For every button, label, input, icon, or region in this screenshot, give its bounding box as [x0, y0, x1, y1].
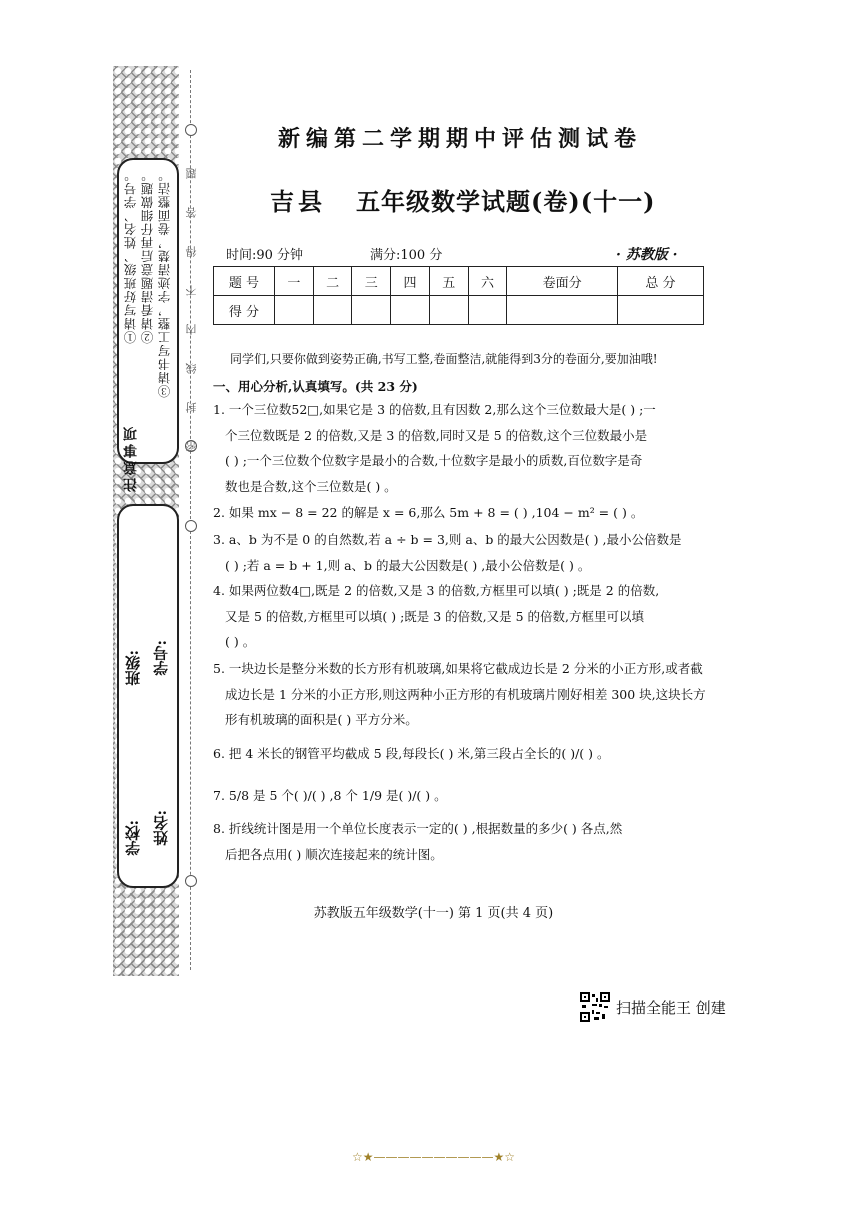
question-line: 5. 一块边长是整分米数的长方形有机玻璃,如果将它截成边长是 2 分米的小正方形,或者截 — [213, 661, 703, 676]
question-line: 形有机玻璃的面积是( ) 平方分米。 — [225, 712, 418, 727]
page-footer: 苏教版五年级数学(十一) 第 1 页(共 4 页) — [313, 906, 554, 921]
score-header-cell: 四 — [391, 267, 430, 296]
score-row-label: 得 分 — [214, 296, 275, 325]
exam-series-title: 新编第二学期期中评估测试卷 — [277, 126, 642, 152]
question-line: 成边长是 1 分米的小正方形,则这两种小正方形的有机玻璃片刚好相差 300 块,这块长方 — [225, 686, 706, 702]
score-header-cell: 一 — [275, 267, 314, 296]
score-cell[interactable] — [429, 296, 468, 325]
question-3 — [213, 527, 705, 578]
question-line: 7. 5/8 是 5 个( )/( ) ,8 个 1/9 是( )/( ) 。 — [213, 788, 447, 803]
score-cell[interactable] — [275, 296, 314, 325]
score-cell[interactable] — [352, 296, 391, 325]
question-6 — [213, 741, 705, 767]
binding-hole — [185, 875, 197, 887]
score-header-cell: 二 — [313, 267, 352, 296]
question-line: 1. 一个三位数52□,如果它是 3 的倍数,且有因数 2,那么这个三位数最大是( ) ;一 — [213, 402, 656, 417]
question-line: 4. 如果两位数4□,既是 2 的倍数,又是 3 的倍数,方框里可以填( ) ;既是 2 的倍数, — [213, 583, 660, 598]
question-line: 又是 5 的倍数,方框里可以填( ) ;既是 3 的倍数,又是 5 的倍数,方框里可以填 — [225, 608, 645, 624]
question-line: 个三位数既是 2 的倍数,又是 3 的倍数,同时又是 5 的倍数,这个三位数最小是 — [225, 427, 648, 443]
score-header-cell: 卷面分 — [507, 267, 618, 296]
intro-note: 同学们,只要你做到姿势正确,书写工整,卷面整洁,就能得到3分的卷面分,要加油哦! — [230, 352, 658, 366]
county-name: 吉县 — [270, 187, 326, 216]
student-number-field-label: 学号: — [152, 640, 170, 676]
score-cell[interactable] — [391, 296, 430, 325]
exam-title: 五年级数学试题(卷)(十一) — [356, 187, 656, 216]
score-cell[interactable] — [617, 296, 703, 325]
section-1-heading: 一、用心分析,认真填写。(共 23 分) — [213, 379, 418, 394]
name-field-label: 姓名: — [152, 810, 170, 846]
textbook-version: · 苏教版 · — [616, 247, 678, 263]
question-line: 3. a、b 为不是 0 的自然数,若 a ÷ b = 3,则 a、b 的最大公因数是( ) ,最小公倍数是 — [213, 532, 682, 547]
score-header-cell: 六 — [468, 267, 507, 296]
question-7 — [213, 783, 705, 809]
seal-text: 密封线内不得答题 — [185, 140, 198, 452]
score-header-cell: 题 号 — [214, 267, 275, 296]
score-header-cell: 五 — [429, 267, 468, 296]
question-line: ( ) ;一个三位数个位数字是最小的合数,十位数字是最小的质数,百位数字是奇 — [225, 453, 643, 468]
exam-time: 时间:90 分钟 — [226, 248, 304, 263]
question-line: ( ) 。 — [225, 634, 256, 649]
star-divider: ☆★——————————★☆ — [351, 1150, 516, 1164]
qr-code-icon — [580, 992, 610, 1022]
question-2 — [213, 500, 705, 526]
score-table-header-row — [214, 267, 704, 296]
question-line: 数也是合数,这个三位数是( ) 。 — [225, 478, 397, 494]
notice-line-2: ②请看清题意后再仔细做题。 — [140, 168, 155, 344]
score-header-cell: 总 分 — [617, 267, 703, 296]
question-line: 6. 把 4 米长的钢管平均截成 5 段,每段长( ) 米,第三段占全长的( )/( ) 。 — [213, 746, 610, 761]
question-line: 后把各点用( ) 顺次连接起来的统计图。 — [225, 846, 443, 862]
full-score: 满分:100 分 — [370, 248, 443, 263]
binding-hole — [185, 124, 197, 136]
score-cell[interactable] — [507, 296, 618, 325]
class-field-label: 班级: — [124, 650, 142, 686]
question-line: 2. 如果 mx − 8 = 22 的解是 x = 6,那么 5m + 8 = ( ) ,104 − m² = ( ) 。 — [213, 505, 644, 520]
score-table — [213, 266, 704, 325]
binding-hole — [185, 520, 197, 532]
notice-line-3: ③请书写工整，字迹清楚，卷面整洁。 — [157, 168, 172, 398]
notice-title: 注意事项 — [123, 424, 139, 492]
question-8 — [213, 816, 705, 867]
score-table-score-row — [214, 296, 704, 325]
notice-line-1: ①请写好班级、姓名、学号。 — [123, 168, 138, 344]
question-line: 8. 折线统计图是用一个单位长度表示一定的( ) ,根据数量的多少( ) 各点,然 — [213, 821, 623, 836]
score-cell[interactable] — [468, 296, 507, 325]
scanner-watermark: 扫描全能王 创建 — [616, 999, 726, 1017]
question-4 — [213, 578, 705, 655]
question-line: ( ) ;若 a = b + 1,则 a、b 的最大公因数是( ) ,最小公倍数是( ) 。 — [225, 557, 591, 573]
question-1 — [213, 397, 705, 499]
school-field-label: 学校: — [124, 820, 142, 856]
score-cell[interactable] — [313, 296, 352, 325]
score-header-cell: 三 — [352, 267, 391, 296]
question-5 — [213, 656, 705, 733]
